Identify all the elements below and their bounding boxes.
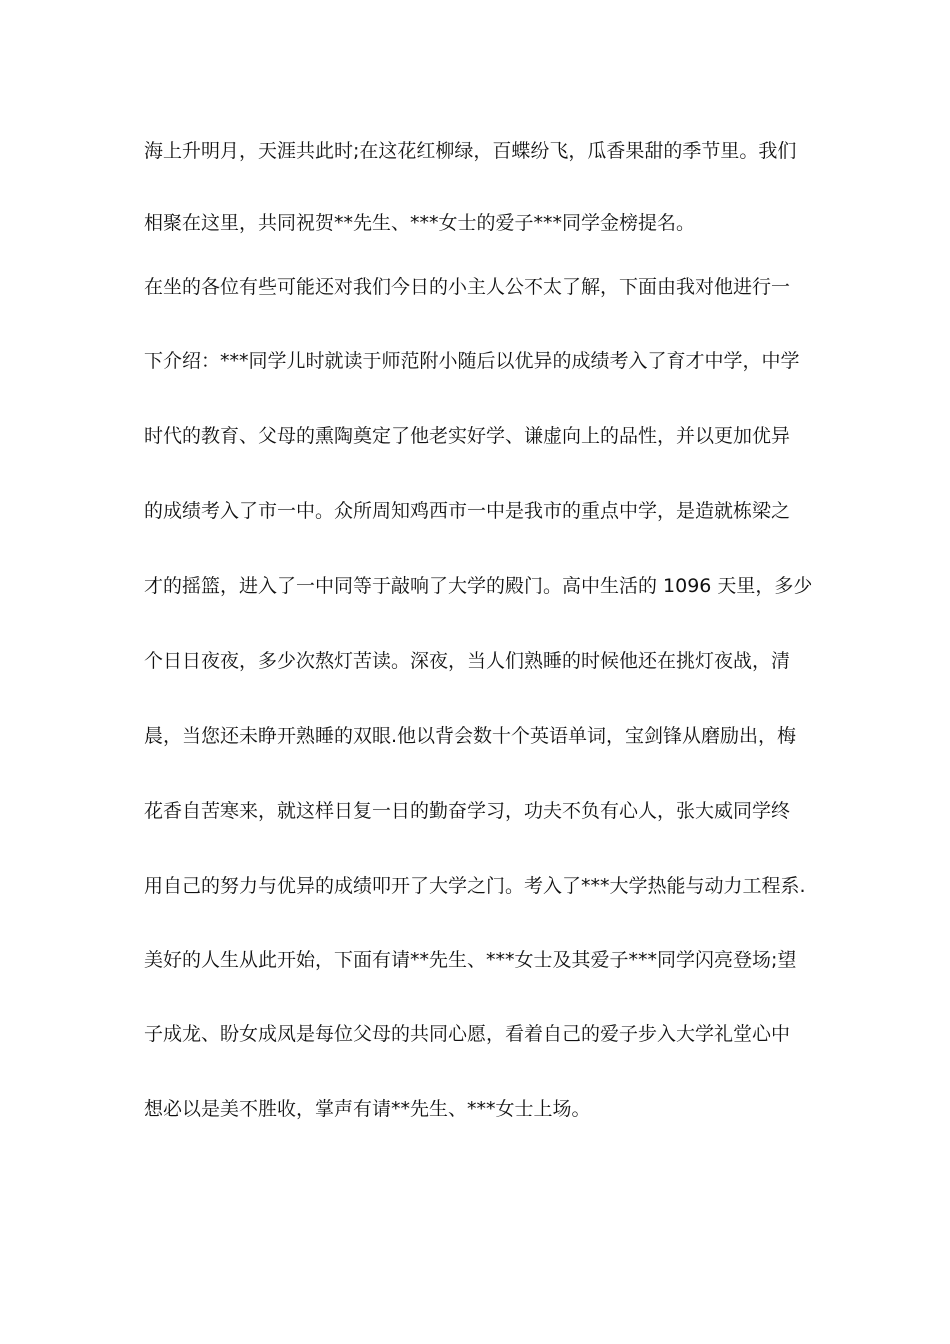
paragraph-line: 海上升明月，天涯共此时;在这花红柳绿，百蝶纷飞，瓜香果甜的季节里。我们 [144,140,797,162]
paragraph-line: 美好的人生从此开始，下面有请**先生、***女士及其爱子***同学闪亮登场;望 [144,949,797,971]
paragraph-line: 相聚在这里，共同祝贺**先生、***女士的爱子***同学金榜提名。 [144,212,696,234]
paragraph-line: 个日日夜夜，多少次熬灯苦读。深夜，当人们熟睡的时候他还在挑灯夜战，清 [144,650,791,672]
paragraph-line: 用自己的努力与优异的成绩叩开了大学之门。考入了***大学热能与动力工程系. [144,875,806,897]
paragraph-line: 晨，当您还未睁开熟睡的双眼.他以背会数十个英语单词，宝剑锋从磨励出，梅 [144,725,797,747]
paragraph-line: 在坐的各位有些可能还对我们今日的小主人公不太了解，下面由我对他进行一 [144,276,791,298]
paragraph-line: 子成龙、盼女成凤是每位父母的共同心愿，看着自己的爱子步入大学礼堂心中 [144,1023,791,1045]
paragraph-line: 的成绩考入了市一中。众所周知鸡西市一中是我市的重点中学，是造就栋梁之 [144,500,791,522]
paragraph-line: 花香自苦寒来，就这样日复一日的勤奋学习，功夫不负有心人，张大威同学终 [144,800,791,822]
paragraph-line: 下介绍：***同学儿时就读于师范附小随后以优异的成绩考入了育才中学，中学 [144,350,800,372]
paragraph-line: 想必以是美不胜收，掌声有请**先生、***女士上场。 [144,1098,591,1120]
paragraph-line: 时代的教育、父母的熏陶奠定了他老实好学、谦虚向上的品性，并以更加优异 [144,425,791,447]
paragraph-line: 才的摇篮，进入了一中同等于敲响了大学的殿门。高中生活的 1096 天里，多少 [144,575,813,597]
